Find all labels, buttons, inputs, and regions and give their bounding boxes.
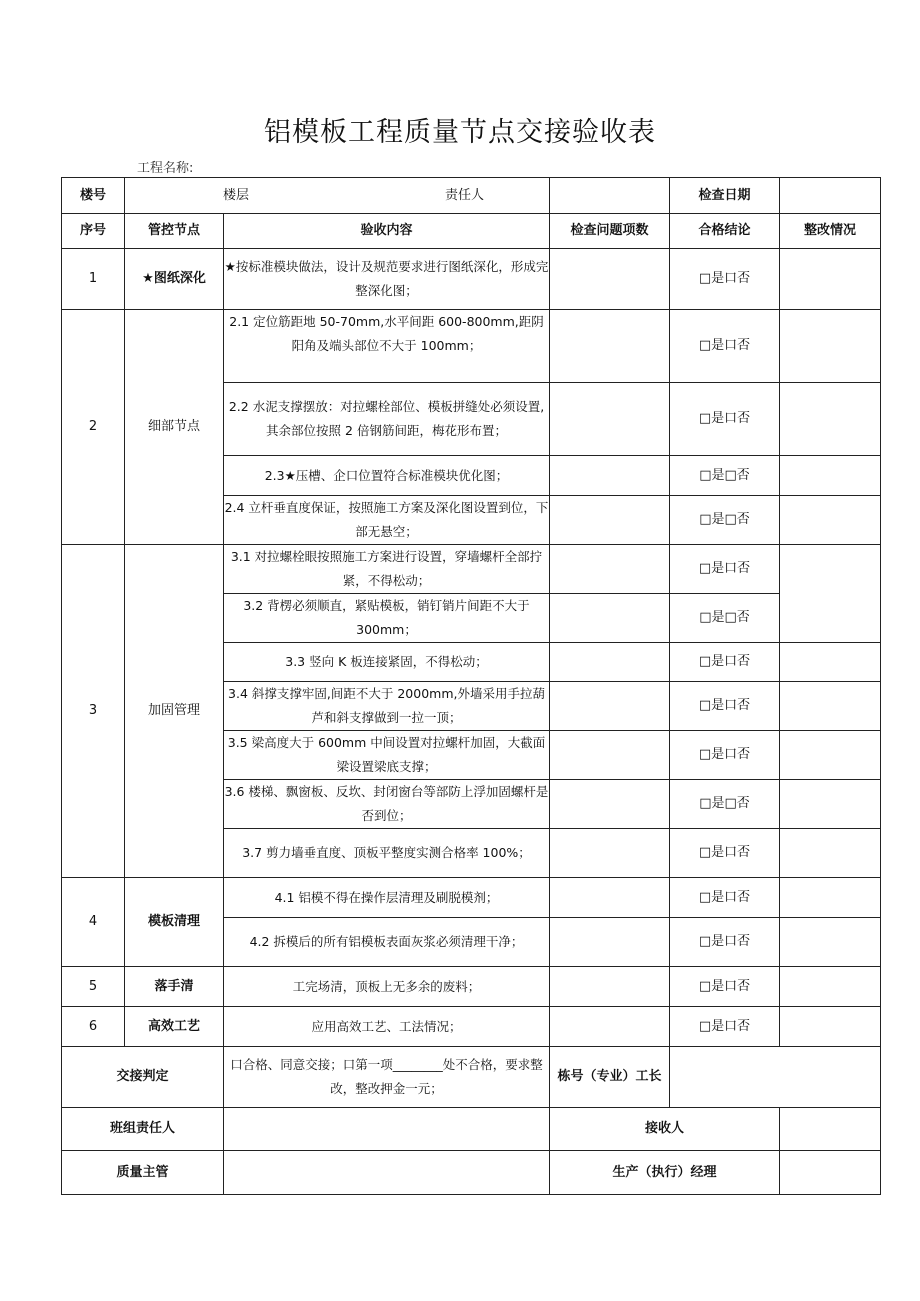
responsible-label: 责任人 <box>445 188 485 203</box>
item-content: ★按标准模块做法，设计及规范要求进行图纸深化，形成完整深化图； <box>224 249 550 310</box>
rectify-cell[interactable] <box>780 878 881 918</box>
node-cell: 细部节点 <box>125 310 224 545</box>
receiver-label: 接收人 <box>550 1108 780 1151</box>
conclusion-checkbox[interactable]: □是口否 <box>670 545 780 594</box>
rectify-cell[interactable] <box>780 383 881 456</box>
seq-cell: 3 <box>62 545 125 878</box>
conclusion-checkbox[interactable]: □是□否 <box>670 496 780 545</box>
seq-cell: 5 <box>62 967 125 1007</box>
table-row <box>62 878 881 918</box>
acceptance-table <box>61 177 881 1195</box>
col-rectify: 整改情况 <box>780 214 881 249</box>
col-content: 验收内容 <box>224 214 550 249</box>
header-row-1 <box>62 178 881 214</box>
item-content: 3.1 对拉螺栓眼按照施工方案进行设置，穿墙螺杆全部拧紧，不得松动； <box>224 545 550 594</box>
item-content: 2.2 水泥支撑摆放：对拉螺栓部位、模板拼缝处必须设置,其余部位按照 2 倍钢筋间距，梅花形布置； <box>224 383 550 456</box>
rectify-cell[interactable] <box>780 545 881 643</box>
item-content: 3.3 竖向 K 板连接紧固，不得松动； <box>224 643 550 682</box>
conclusion-checkbox[interactable]: □是口否 <box>670 249 780 310</box>
conclusion-checkbox[interactable]: □是口否 <box>670 731 780 780</box>
conclusion-checkbox[interactable]: □是口否 <box>670 967 780 1007</box>
check-date-label: 检查日期 <box>670 178 780 214</box>
quality-supervisor-label: 质量主管 <box>62 1151 224 1195</box>
issues-cell[interactable] <box>550 967 670 1007</box>
check-date-value[interactable] <box>780 178 881 214</box>
issues-cell[interactable] <box>550 829 670 878</box>
col-conclusion: 合格结论 <box>670 214 780 249</box>
node-cell: 落手清 <box>125 967 224 1007</box>
item-content: 3.5 梁高度大于 600mm 中间设置对拉螺杆加固，大截面梁设置梁底支撑； <box>224 731 550 780</box>
item-content: 应用高效工艺、工法情况； <box>224 1007 550 1047</box>
issues-cell[interactable] <box>550 594 670 643</box>
issues-cell[interactable] <box>550 496 670 545</box>
item-content: 3.2 背楞必须顺直，紧贴模板，销钉销片间距不大于 300mm； <box>224 594 550 643</box>
quality-supervisor-signature[interactable] <box>224 1151 550 1195</box>
floor-responsible-cell <box>125 178 550 214</box>
rectify-cell[interactable] <box>780 780 881 829</box>
seq-cell: 4 <box>62 878 125 967</box>
handover-judgement[interactable]: 口合格、同意交接；口第一项________处不合格，要求整改，整改押金一元； <box>224 1047 550 1108</box>
project-name-label: 工程名称: <box>137 161 194 176</box>
rectify-cell[interactable] <box>780 1007 881 1047</box>
item-content: 2.1 定位筋距地 50-70mm,水平间距 600-800mm,距阴阳角及端头部位不大于 100mm； <box>224 310 550 383</box>
conclusion-checkbox[interactable]: □是口否 <box>670 918 780 967</box>
table-row <box>62 249 881 310</box>
floor-label: 楼层 <box>223 188 250 203</box>
foreman-label: 栋号（专业）工长 <box>550 1047 670 1108</box>
building-label: 楼号 <box>62 178 125 214</box>
item-content: 3.6 楼梯、飘窗板、反坎、封闭窗台等部防上浮加固螺杆是否到位； <box>224 780 550 829</box>
receiver-signature[interactable] <box>780 1108 881 1151</box>
table-row <box>62 545 881 594</box>
item-content: 工完场清，顶板上无多余的废料； <box>224 967 550 1007</box>
rectify-cell[interactable] <box>780 456 881 496</box>
node-cell: ★图纸深化 <box>125 249 224 310</box>
rectify-cell[interactable] <box>780 682 881 731</box>
issues-cell[interactable] <box>550 310 670 383</box>
issues-cell[interactable] <box>550 249 670 310</box>
table-row <box>62 1007 881 1047</box>
rectify-cell[interactable] <box>780 496 881 545</box>
conclusion-checkbox[interactable]: □是口否 <box>670 310 780 383</box>
rectify-cell[interactable] <box>780 829 881 878</box>
issues-cell[interactable] <box>550 918 670 967</box>
issues-cell[interactable] <box>550 456 670 496</box>
table-row <box>62 310 881 383</box>
item-content: 3.7 剪力墙垂直度、顶板平整度实测合格率 100%； <box>224 829 550 878</box>
signature-row <box>62 1151 881 1195</box>
issues-cell[interactable] <box>550 682 670 731</box>
item-content: 4.1 铝模不得在操作层清理及刷脱模剂； <box>224 878 550 918</box>
production-manager-label: 生产（执行）经理 <box>550 1151 780 1195</box>
handover-row <box>62 1047 881 1108</box>
node-cell: 高效工艺 <box>125 1007 224 1047</box>
issues-cell[interactable] <box>550 780 670 829</box>
conclusion-checkbox[interactable]: □是口否 <box>670 1007 780 1047</box>
seq-cell: 6 <box>62 1007 125 1047</box>
item-content: 4.2 拆模后的所有铝模板表面灰浆必须清理干净； <box>224 918 550 967</box>
production-manager-signature[interactable] <box>780 1151 881 1195</box>
conclusion-checkbox[interactable]: □是口否 <box>670 643 780 682</box>
rectify-cell[interactable] <box>780 918 881 967</box>
issues-cell[interactable] <box>550 383 670 456</box>
node-cell: 模板清理 <box>125 878 224 967</box>
conclusion-checkbox[interactable]: □是□否 <box>670 780 780 829</box>
issues-cell[interactable] <box>550 545 670 594</box>
handover-label: 交接判定 <box>62 1047 224 1108</box>
issues-cell[interactable] <box>550 643 670 682</box>
conclusion-checkbox[interactable]: □是□否 <box>670 594 780 643</box>
conclusion-checkbox[interactable]: □是□否 <box>670 456 780 496</box>
item-content: 2.4 立杆垂直度保证，按照施工方案及深化图设置到位，下部无悬空； <box>224 496 550 545</box>
team-leader-label: 班组责任人 <box>62 1108 224 1151</box>
rectify-cell[interactable] <box>780 967 881 1007</box>
conclusion-checkbox[interactable]: □是口否 <box>670 829 780 878</box>
rectify-cell[interactable] <box>780 249 881 310</box>
seq-cell: 1 <box>62 249 125 310</box>
rectify-cell[interactable] <box>780 310 881 383</box>
node-cell: 加固管理 <box>125 545 224 878</box>
seq-cell: 2 <box>62 310 125 545</box>
col-issues: 检查问题项数 <box>550 214 670 249</box>
issues-cell[interactable] <box>550 731 670 780</box>
col-node: 管控节点 <box>125 214 224 249</box>
table-row <box>62 967 881 1007</box>
conclusion-checkbox[interactable]: □是口否 <box>670 383 780 456</box>
header-row-2 <box>62 214 881 249</box>
issues-cell[interactable] <box>550 878 670 918</box>
signature-row <box>62 1108 881 1151</box>
issues-cell[interactable] <box>550 1007 670 1047</box>
rectify-cell[interactable] <box>780 643 881 682</box>
conclusion-checkbox[interactable]: □是口否 <box>670 878 780 918</box>
page-title: 铝模板工程质量节点交接验收表 <box>264 117 656 148</box>
foreman-signature[interactable] <box>670 1047 881 1108</box>
responsible-value[interactable] <box>550 178 670 214</box>
item-content: 3.4 斜撑支撑牢固,间距不大于 2000mm,外墙采用手拉葫芦和斜支撑做到一拉一顶； <box>224 682 550 731</box>
col-seq: 序号 <box>62 214 125 249</box>
conclusion-checkbox[interactable]: □是口否 <box>670 682 780 731</box>
team-leader-signature[interactable] <box>224 1108 550 1151</box>
rectify-cell[interactable] <box>780 731 881 780</box>
item-content: 2.3★压槽、企口位置符合标准模块优化图； <box>224 456 550 496</box>
